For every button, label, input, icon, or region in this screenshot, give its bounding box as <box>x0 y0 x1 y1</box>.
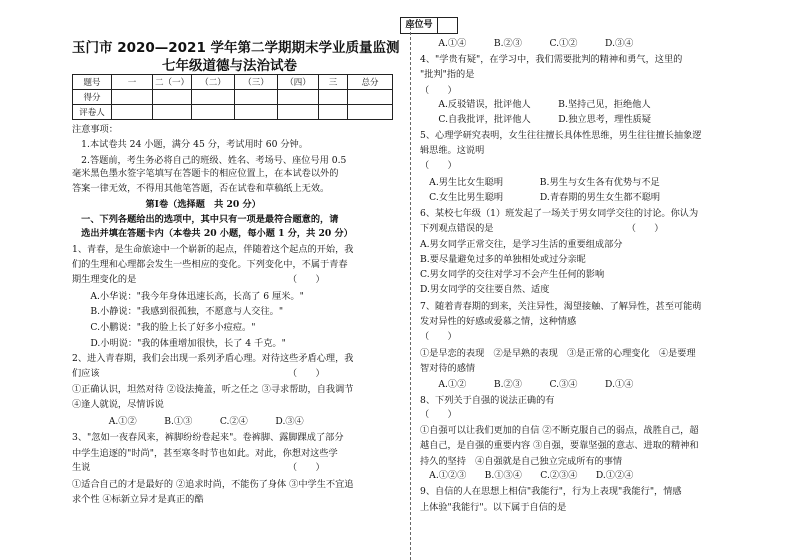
exam-subtitle: 七年级道德与法治试卷 <box>162 58 297 74</box>
score-table <box>72 74 393 120</box>
right-text-line: 越自己，是自强的重要内容 ③自强，要靠坚强的意志、进取的精神和 <box>420 440 699 451</box>
left-text-line: 2、进入青春期，我们会出现一系列矛盾心理。对待这些矛盾心理，我 <box>72 353 354 364</box>
left-text-line: 3、"忽如一夜春风来，裤脚纷纷卷起来"。卷裤脚、露脚踝成了部分 <box>72 432 344 443</box>
left-text-line: 们应该 （ ） <box>72 368 325 379</box>
right-text-line: C.男女同学的交往对学习不会产生任何的影响 <box>420 269 605 280</box>
header-cell: （四） <box>278 75 319 90</box>
header-cell: 总分 <box>348 75 393 90</box>
right-text-line: A.男生比女生聪明 B.男生与女生各有优势与不足 <box>420 177 660 188</box>
left-text-line: 毫米黑色墨水签字笔填写在答题卡的相应位置上，在本试卷以外的 <box>72 168 339 179</box>
right-text-line: 发对异性的好感或爱慕之情，这种情感 <box>420 316 577 327</box>
score-cell <box>319 90 348 105</box>
left-text-line: 一、下列各题给出的选项中，其中只有一项是最符合题意的，请 <box>72 214 339 225</box>
seat-number-box <box>400 17 458 34</box>
score-row <box>73 90 393 105</box>
grader-row <box>73 105 393 120</box>
score-cell <box>153 90 192 105</box>
header-cell: 三 <box>319 75 348 90</box>
left-text-line: B.小静说："我感到很孤独，不愿意与人交往。" <box>72 306 284 317</box>
left-text-line: 答案一律无效，不得用其他笔答题，否在试卷和草稿纸上无效。 <box>72 183 330 194</box>
right-text-line: 5、心理学研究表明，女生往往擅长具体性思维，男生往往擅长抽象逻 <box>420 130 702 141</box>
left-text-line: 第Ⅰ卷（选择题 共 20 分） <box>72 199 261 210</box>
left-text-line: 1.本试卷共 24 小题，满分 45 分，考试用时 60 分钟。 <box>72 139 308 150</box>
right-text-line: 智对待的感情 <box>420 363 476 374</box>
left-text-line: C.小鹏说："我的脸上长了好多小痘痘。" <box>72 322 256 333</box>
left-text-line: ①适合自己的才是最好的 ②追求时尚，不能伤了身体 ③中学生不宜追 <box>72 479 354 490</box>
right-text-line: 持久的坚持 ④自强就是自己独立完成所有的事情 <box>420 456 623 467</box>
left-text-line: 1、青春，是生命旅途中一个崭新的起点，伴随着这个起点的开始，我 <box>72 244 354 255</box>
left-text-line: 选出并填在答题卡内（本卷共 20 小题，每小题 1 分，共 20 分） <box>72 228 353 239</box>
column-divider <box>410 22 411 560</box>
left-text-line: 期生理变化的是 （ ） <box>72 274 325 285</box>
right-text-line: "批判"指的是 <box>420 69 475 80</box>
right-text-line: 上体验"我能行"。以下属于自信的是 <box>420 502 567 513</box>
score-cell <box>112 90 153 105</box>
header-cell: （二） <box>192 75 235 90</box>
score-cell <box>348 90 393 105</box>
left-text-line: 中学生追逐的"时尚"，甚至寒冬时节也如此。对此，你想对这些学 <box>72 448 338 459</box>
header-cell: 二（一） <box>153 75 192 90</box>
right-text-line: A.男女同学正常交往，是学习生活的重要组成部分 <box>420 239 623 250</box>
left-text-line: 们的生理和心理都会发生一些相应的变化。下列变化中，不属于青春 <box>72 259 348 270</box>
right-text-line: 8、下列关于自强的说法正确的有 <box>420 395 555 406</box>
right-text-line: （ ） <box>420 85 457 96</box>
grader-cell <box>112 105 153 120</box>
right-text-line: ①自强可以让我们更加的自信 ②不断克服自己的弱点，战胜自己，超 <box>420 425 699 436</box>
right-text-line: 6、某校七年级（1）班发起了一场关于男女同学交往的讨论。你认为 <box>420 208 699 219</box>
left-text-line: A.小华说："我今年身体迅速长高，长高了 6 厘米。" <box>72 291 304 302</box>
right-text-line: B.要尽量避免过多的单独相处或过分亲昵 <box>420 254 586 265</box>
grader-cell <box>235 105 278 120</box>
right-text-line: （ ） <box>420 331 457 342</box>
right-text-line: C.自我批评，批评他人 D.独立思考，理性质疑 <box>420 114 651 125</box>
right-text-line: 辑思维。这说明 <box>420 145 485 156</box>
left-text-line: 求个性 ④标新立异才是真正的酷 <box>72 494 204 505</box>
grader-cell <box>192 105 235 120</box>
right-text-line: 4、"学贵有疑"，在学习中，我们需要批判的精神和勇气，这里的 <box>420 54 683 65</box>
left-text-line: A.①② B.①③ C.②④ D.③④ <box>72 416 304 427</box>
left-text-line: 2.答题前，考生务必将自己的班级、姓名、考场号、座位号用 0.5 <box>72 155 347 166</box>
score-cell <box>278 90 319 105</box>
right-text-line: （ ） <box>420 409 457 420</box>
right-text-line: ①是早恋的表现 ②是早熟的表现 ③是正常的心理变化 ④是要理 <box>420 348 696 359</box>
right-text-line: C.女生比男生聪明 D.青春期的男生女生都不聪明 <box>420 192 661 203</box>
left-text-line: ④逢人就说，尽情诉说 <box>72 399 164 410</box>
seat-number-label: 座位号 <box>401 18 438 33</box>
grader-cell <box>348 105 393 120</box>
right-text-line: 7、随着青春期的到来，关注异性，渴望接触、了解异性，甚至可能萌 <box>420 301 702 312</box>
row-label: 评卷人 <box>73 105 112 120</box>
left-text-line: ①正确认识，坦然对待 ②设法掩盖，听之任之 ③寻求帮助，自我调节 <box>72 384 354 395</box>
score-table-header-row <box>73 75 393 90</box>
right-text-line: 9、自信的人在思想上相信"我能行"，行为上表现"我能行"，情感 <box>420 486 682 497</box>
score-cell <box>192 90 235 105</box>
left-text-line: D.小明说："我的体重增加很快，长了 4 千克。" <box>72 338 286 349</box>
right-text-line: A.反驳错误，批评他人 B.坚持己见，拒绝他人 <box>420 99 651 110</box>
grader-cell <box>319 105 348 120</box>
right-text-line: D.男女同学的交往要自然、适度 <box>420 284 550 295</box>
header-cell: 一 <box>112 75 153 90</box>
right-text-line: A.①④ B.②③ C.①② D.③④ <box>420 38 634 49</box>
left-text-line: 生说 （ ） <box>72 462 325 473</box>
score-cell <box>235 90 278 105</box>
right-text-line: A.①② B.②③ C.③④ D.①④ <box>420 379 634 390</box>
right-text-line: A.①②③ B.①③④ C.②③④ D.①②④ <box>420 470 634 481</box>
row-label: 得分 <box>73 90 112 105</box>
grader-cell <box>153 105 192 120</box>
right-text-line: 下列观点错误的是 （ ） <box>420 223 664 234</box>
right-text-line: （ ） <box>420 160 457 171</box>
exam-title: 玉门市 2020—2021 学年第二学期期末学业质量监测 <box>72 40 400 56</box>
header-cell: 题号 <box>73 75 112 90</box>
header-cell: （三） <box>235 75 278 90</box>
grader-cell <box>278 105 319 120</box>
left-text-line: 注意事项： <box>72 124 118 135</box>
